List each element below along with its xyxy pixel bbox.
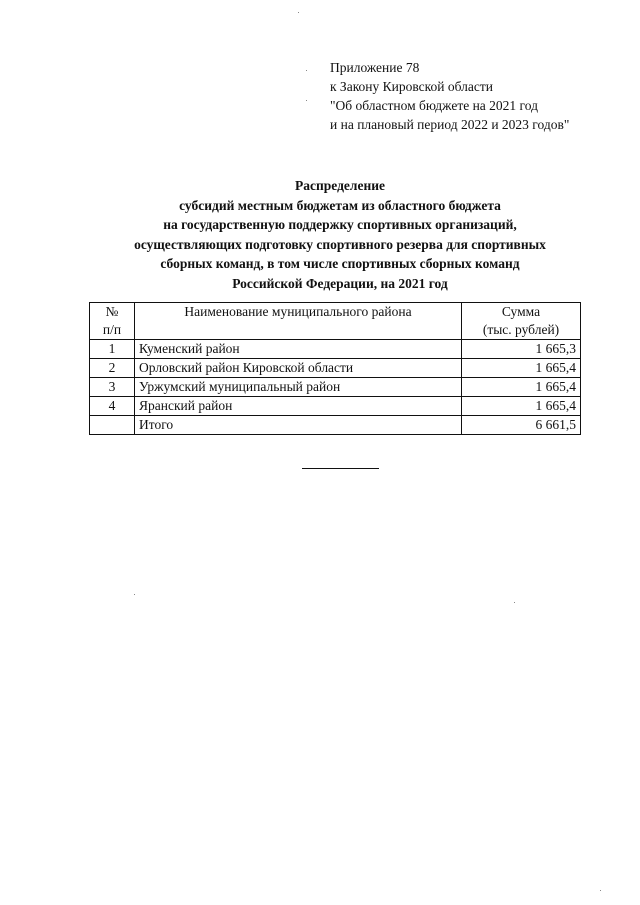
header-name <box>135 303 462 340</box>
header-name-text: Наименование муниципального района <box>184 304 412 319</box>
appendix-block <box>330 58 569 134</box>
scan-speck <box>298 12 299 13</box>
scan-speck <box>306 100 307 101</box>
appendix-line: "Об областном бюджете на 2021 год <box>330 98 538 113</box>
header-sum-line: (тыс. рублей) <box>482 322 560 337</box>
table-row <box>90 378 581 397</box>
appendix-line: и на плановый период 2022 и 2023 годов" <box>330 117 570 132</box>
row-sum: 1 665,4 <box>462 359 581 378</box>
table-row <box>90 397 581 416</box>
title-line: сборных команд, в том числе спортивных сборных команд <box>160 256 520 272</box>
header-num-line: № <box>105 304 119 319</box>
table-row <box>90 340 581 359</box>
total-num <box>90 416 135 435</box>
row-num: 3 <box>90 378 135 397</box>
appendix-line: к Закону Кировской области <box>330 79 494 94</box>
title-line: осуществляющих подготовку спортивного резерва для спортивных <box>134 236 546 252</box>
scan-speck <box>514 602 515 603</box>
title-line: на государственную поддержку спортивных организаций, <box>163 217 517 233</box>
total-row <box>90 416 581 435</box>
header-sum <box>462 303 581 340</box>
row-num: 4 <box>90 397 135 416</box>
total-sum: 6 661,5 <box>462 416 581 435</box>
row-sum: 1 665,3 <box>462 340 581 359</box>
table-row <box>90 359 581 378</box>
row-sum: 1 665,4 <box>462 378 581 397</box>
title-line: субсидий местным бюджетам из областного бюджета <box>179 197 501 213</box>
scan-speck <box>306 70 307 71</box>
header-sum-line: Сумма <box>501 304 541 319</box>
scan-speck <box>600 890 601 891</box>
header-num <box>90 303 135 340</box>
total-label: Итого <box>135 416 462 435</box>
row-sum: 1 665,4 <box>462 397 581 416</box>
row-name: Уржумский муниципальный район <box>135 378 462 397</box>
row-num: 2 <box>90 359 135 378</box>
row-num: 1 <box>90 340 135 359</box>
document-title <box>40 176 640 294</box>
title-line: Распределение <box>294 178 386 193</box>
header-num-line: п/п <box>102 322 122 337</box>
row-name: Орловский район Кировской области <box>135 359 462 378</box>
table-header-row <box>90 303 581 340</box>
title-line: Российской Федерации, на 2021 год <box>232 275 448 291</box>
row-name: Яранский район <box>135 397 462 416</box>
scan-speck <box>134 594 135 595</box>
appendix-line: Приложение 78 <box>330 60 420 75</box>
distribution-table <box>89 302 581 435</box>
end-divider <box>302 468 379 469</box>
row-name: Куменский район <box>135 340 462 359</box>
